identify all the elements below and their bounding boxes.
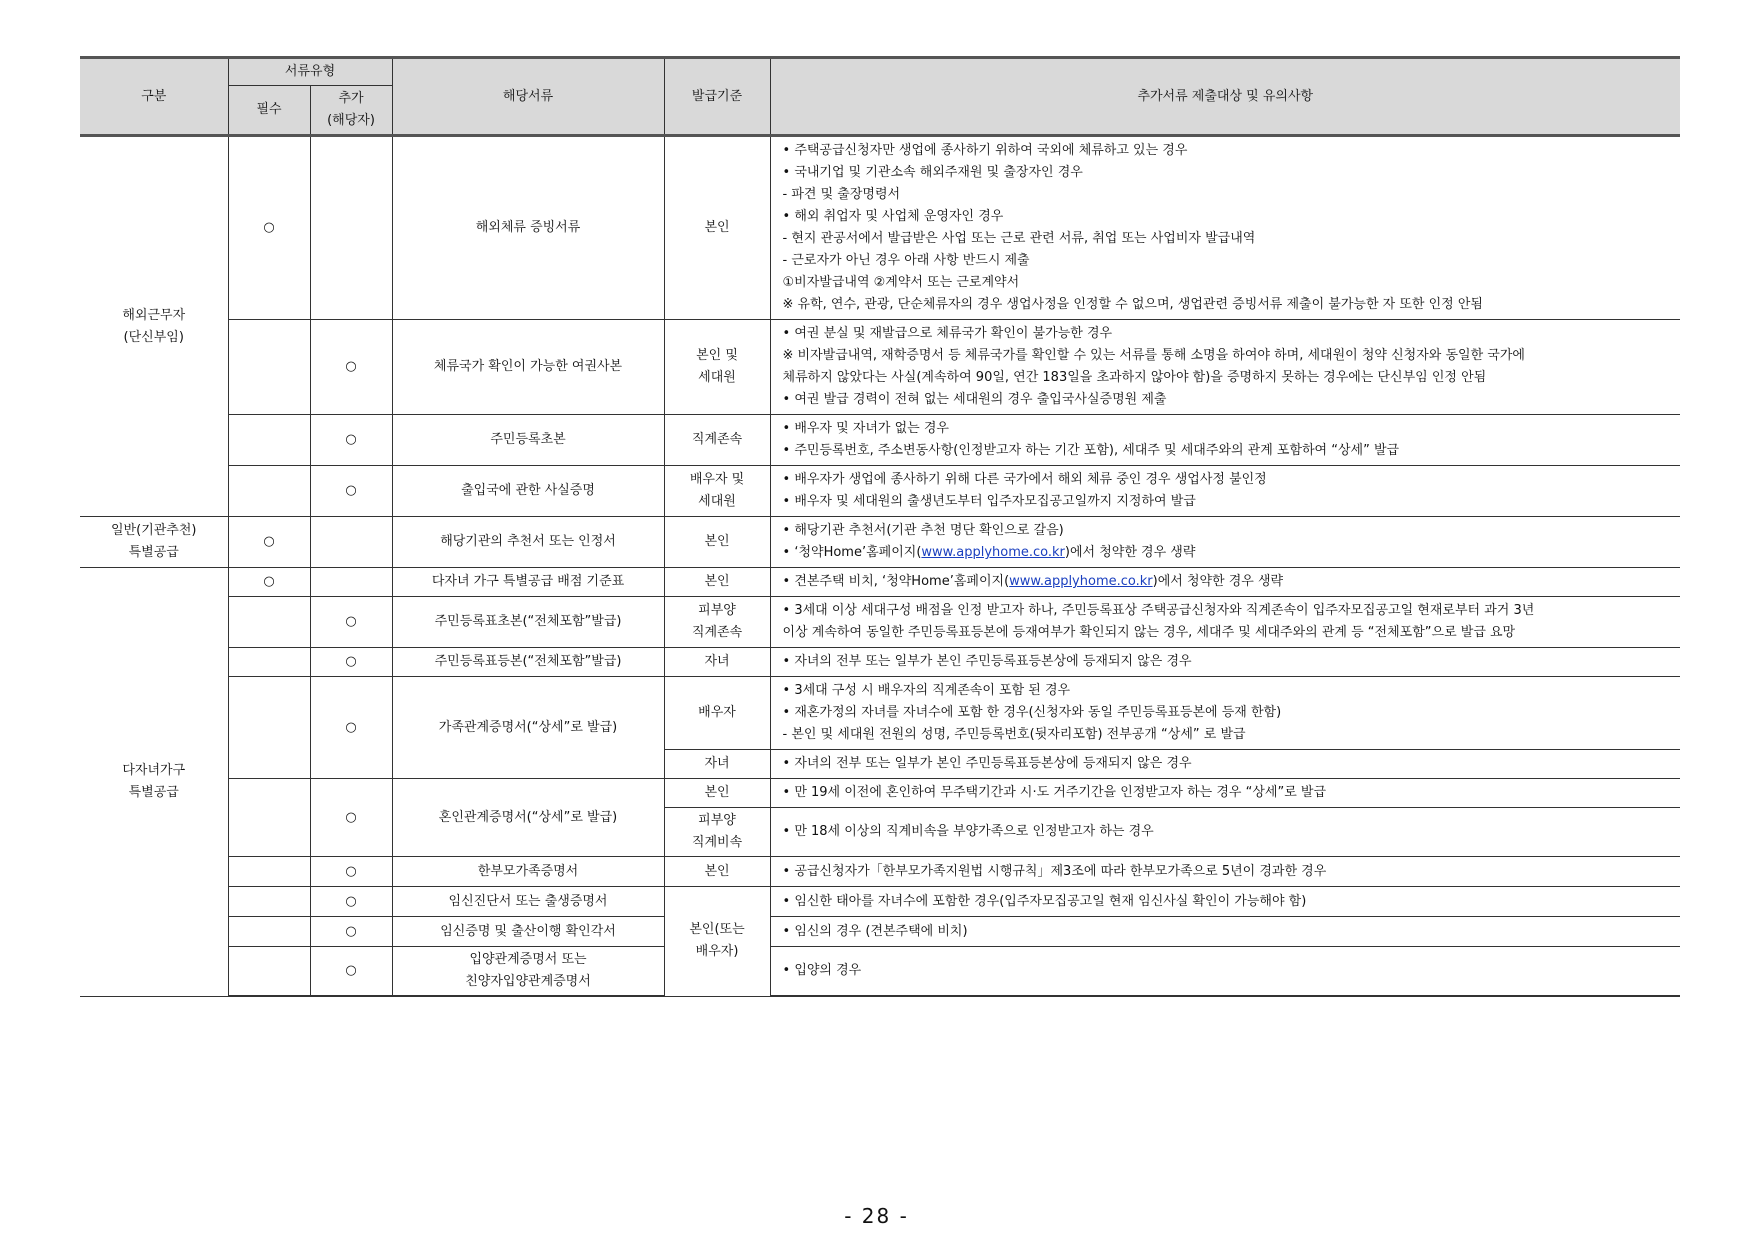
- required-mark: [228, 415, 310, 466]
- issuance-basis-text: 직계존속: [691, 432, 743, 447]
- notes-cell: [770, 320, 1680, 415]
- table-row: [80, 947, 1680, 997]
- document-requirements-table: [80, 56, 1680, 997]
- issuance-basis-text: 본인: [704, 863, 730, 879]
- note-line: • 여권 분실 및 재발급으로 체류국가 확인이 불가능한 경우: [782, 326, 1113, 341]
- required-mark: [228, 677, 310, 779]
- table-body: [80, 136, 1680, 997]
- required-mark: [228, 320, 310, 415]
- header-required: 필수: [228, 86, 310, 136]
- additional-mark: [310, 320, 392, 415]
- note-line: • 3세대 이상 세대구성 배점을 인정 받고자 하나, 주민등록표상 주택공급신청자와 직계존속이 입주자모집공고일 현재로부터 과거 3년: [782, 603, 1535, 618]
- additional-mark-text: ○: [345, 614, 357, 629]
- additional-mark-text: ○: [345, 654, 357, 669]
- note-line: ※ 비자발급내역, 재학증명서 등 체류국가를 확인할 수 있는 서류를 통해 소명을 하여야 하며, 세대원이 청약 신청자와 동일한 국가에: [782, 348, 1525, 363]
- document-name: [392, 320, 664, 415]
- issuance-basis: [664, 648, 770, 677]
- issuance-basis-text: 피부양: [698, 813, 736, 828]
- additional-mark-text: ○: [345, 923, 357, 939]
- additional-mark: [310, 648, 392, 677]
- note-line: 체류하지 않았다는 사실(계속하여 90일, 연간 183일을 초과하지 않아야 함)을 증명하지 못하는 경우에는 단신부임 인정 안됨: [782, 370, 1487, 385]
- category-cell-text: 특별공급: [128, 545, 179, 560]
- table-row: [80, 517, 1680, 568]
- required-mark-text: ○: [263, 574, 275, 589]
- note-line: • 국내기업 및 기관소속 해외주재원 및 출장자인 경우: [782, 165, 1083, 180]
- additional-mark: [310, 568, 392, 597]
- note-line: • 재혼가정의 자녀를 자녀수에 포함 한 경우(신청자와 동일 주민등록표등본에 등재 한함): [782, 705, 1282, 720]
- document-name-text: 해당기관의 추천서 또는 인정서: [440, 534, 616, 549]
- document-name-text: 다자녀 가구 특별공급 배점 기준표: [431, 574, 625, 589]
- document-name-text: 주민등록표등본(“전체포함”발급): [434, 654, 622, 669]
- issuance-basis-text: 본인: [704, 534, 730, 549]
- note-line: • 자녀의 전부 또는 일부가 본인 주민등록표등본상에 등재되지 않은 경우: [782, 654, 1192, 669]
- document-name-text: 혼인관계증명서(“상세”로 발급): [438, 809, 618, 825]
- required-mark-text: ○: [263, 534, 275, 549]
- note-line: ※ 유학, 연수, 관광, 단순체류자의 경우 생업사정을 인정할 수 없으며, 생업관련 증빙서류 제출이 불가능한 자 또한 인정 안됨: [782, 297, 1483, 312]
- required-mark: [228, 136, 310, 320]
- additional-mark: [310, 597, 392, 648]
- additional-mark-text: ○: [345, 719, 357, 735]
- notes-cell: [770, 779, 1680, 808]
- additional-mark: [310, 947, 392, 997]
- issuance-basis: [664, 597, 770, 648]
- issuance-basis: [664, 750, 770, 779]
- issuance-basis-text: 직계비속: [691, 835, 743, 850]
- header-doc-type: 서류유형: [228, 58, 392, 86]
- note-line: - 근로자가 아닌 경우 아래 사항 반드시 제출: [782, 253, 1030, 268]
- note-line: • 임신의 경우 (견본주택에 비치): [782, 923, 968, 939]
- table-row: [80, 136, 1680, 320]
- issuance-basis-text: 자녀: [704, 654, 730, 669]
- document-name: [392, 677, 664, 779]
- required-mark: [228, 917, 310, 947]
- note-line: 이상 계속하여 동일한 주민등록표등본에 등재여부가 확인되지 않는 경우, 세대주 및 세대주와의 관계 등 “전체포함”으로 발급 요망: [782, 625, 1516, 640]
- additional-mark-text: ○: [345, 359, 357, 374]
- document-name-text: 입양관계증명서 또는: [469, 952, 587, 967]
- notes-cell: [770, 517, 1680, 568]
- document-name-text: 체류국가 확인이 가능한 여권사본: [433, 359, 623, 374]
- note-line: • 배우자 및 자녀가 없는 경우: [782, 421, 949, 436]
- required-mark-text: ○: [263, 220, 275, 235]
- notes-cell: [770, 857, 1680, 887]
- required-mark: [228, 887, 310, 917]
- page-number: - 28 -: [844, 1204, 909, 1228]
- notes-cell: [770, 808, 1680, 857]
- document-name: [392, 917, 664, 947]
- document-name: [392, 947, 664, 997]
- table-row: [80, 779, 1680, 808]
- issuance-basis-text: 배우자: [698, 705, 736, 720]
- note-line: • 해외 취업자 및 사업체 운영자인 경우: [782, 209, 1004, 224]
- category-cell-text: 해외근무자: [122, 307, 186, 323]
- issuance-basis: [664, 568, 770, 597]
- notes-cell: [770, 597, 1680, 648]
- required-mark: [228, 857, 310, 887]
- document-name: [392, 517, 664, 568]
- header-additional-sub: (해당자): [327, 113, 375, 128]
- document-name-text: 가족관계증명서(“상세”로 발급): [438, 719, 618, 735]
- additional-mark-text: ○: [345, 483, 357, 498]
- note-line: • 주택공급신청자만 생업에 종사하기 위하여 국외에 체류하고 있는 경우: [782, 143, 1188, 158]
- note-line: • 견본주택 비치, ‘청약Home’홈페이지(www.applyhome.co.kr)에서 청약한 경우 생략: [782, 574, 1284, 589]
- notes-cell: [770, 415, 1680, 466]
- required-mark: [228, 648, 310, 677]
- additional-mark-text: ○: [345, 963, 357, 978]
- document-name: [392, 415, 664, 466]
- required-mark: [228, 947, 310, 997]
- issuance-basis-text: 배우자 및: [689, 472, 745, 487]
- note-line: • 공급신청자가「한부모가족지원법 시행규칙」제3조에 따라 한부모가족으로 5년이 경과한 경우: [782, 863, 1327, 879]
- header-notes: 추가서류 제출대상 및 유의사항: [770, 58, 1680, 136]
- table-row: [80, 415, 1680, 466]
- additional-mark: [310, 917, 392, 947]
- additional-mark: [310, 415, 392, 466]
- note-line: • 만 18세 이상의 직계비속을 부양가족으로 인정받고자 하는 경우: [782, 824, 1154, 839]
- category-cell-text: 특별공급: [128, 784, 179, 800]
- issuance-basis-text: 피부양: [698, 603, 736, 618]
- required-mark: [228, 517, 310, 568]
- issuance-basis-text: 배우자): [695, 944, 739, 960]
- note-line: • 임신한 태아를 자녀수에 포함한 경우(입주자모집공고일 현재 임신사실 확인이 가능해야 함): [782, 893, 1307, 909]
- table-row: [80, 917, 1680, 947]
- notes-cell: [770, 466, 1680, 517]
- category-cell-text: 일반(기관추천): [111, 523, 197, 538]
- note-line: • 3세대 구성 시 배우자의 직계존속이 포함 된 경우: [782, 683, 1071, 698]
- document-name: [392, 466, 664, 517]
- document-name: [392, 887, 664, 917]
- header-document: 해당서류: [392, 58, 664, 136]
- notes-cell: [770, 677, 1680, 750]
- table-row: [80, 568, 1680, 597]
- additional-mark: [310, 677, 392, 779]
- issuance-basis: [664, 466, 770, 517]
- additional-mark: [310, 887, 392, 917]
- note-line: • 해당기관 추천서(기관 추천 명단 확인으로 갈음): [782, 523, 1064, 538]
- note-line: - 현지 관공서에서 발급받은 사업 또는 근로 관련 서류, 취업 또는 사업비자 발급내역: [782, 231, 1256, 246]
- document-name-text: 주민등록초본: [490, 432, 566, 447]
- issuance-basis-text: 본인(또는: [689, 922, 745, 938]
- table-row: [80, 597, 1680, 648]
- header-issuance: 발급기준: [664, 58, 770, 136]
- document-name-text: 임신진단서 또는 출생증명서: [448, 893, 608, 909]
- table-header: [80, 58, 1680, 136]
- issuance-basis-text: 직계존속: [691, 625, 743, 640]
- issuance-basis: [664, 779, 770, 808]
- document-name: [392, 597, 664, 648]
- notes-cell: [770, 648, 1680, 677]
- required-mark: [228, 597, 310, 648]
- category-cell-text: (단신부임): [123, 329, 184, 345]
- applyhome-link[interactable]: www.applyhome.co.kr: [1009, 574, 1153, 589]
- issuance-basis: [664, 415, 770, 466]
- document-name: [392, 648, 664, 677]
- issuance-basis-text: 본인 및: [696, 348, 738, 363]
- issuance-basis: [664, 808, 770, 857]
- additional-mark-text: ○: [345, 863, 357, 879]
- notes-cell: [770, 947, 1680, 997]
- issuance-basis-text: 본인: [704, 785, 730, 800]
- issuance-basis: [664, 517, 770, 568]
- document-name-text: 친양자입양관계증명서: [465, 974, 591, 989]
- additional-mark: [310, 779, 392, 857]
- note-line: - 본인 및 세대원 전원의 성명, 주민등록번호(뒷자리포함) 전부공개 “상세” 로 발급: [782, 727, 1246, 742]
- issuance-basis-text: 자녀: [704, 756, 730, 771]
- category-cell: [80, 517, 228, 568]
- header-additional-label: 추가: [338, 91, 364, 106]
- additional-mark-text: ○: [345, 432, 357, 447]
- issuance-basis: [664, 320, 770, 415]
- note-line: • 배우자가 생업에 종사하기 위해 다른 국가에서 해외 체류 중인 경우 생업사정 불인정: [782, 472, 1267, 487]
- issuance-basis-text: 본인: [704, 220, 730, 235]
- table-row: [80, 887, 1680, 917]
- notes-cell: [770, 887, 1680, 917]
- table-row: [80, 857, 1680, 887]
- document-name-text: 주민등록표초본(“전체포함”발급): [434, 614, 622, 629]
- additional-mark: [310, 517, 392, 568]
- document-name-text: 해외체류 증빙서류: [475, 220, 581, 235]
- note-line: • 여권 발급 경력이 전혀 없는 세대원의 경우 출입국사실증명원 제출: [782, 392, 1167, 407]
- document-name: [392, 779, 664, 857]
- issuance-basis: [664, 136, 770, 320]
- note-line: • ‘청약Home’홈페이지(www.applyhome.co.kr)에서 청약한 경우 생략: [782, 545, 1196, 560]
- note-line: • 입양의 경우: [782, 963, 862, 978]
- additional-mark: [310, 136, 392, 320]
- category-cell: [80, 568, 228, 997]
- header-category: 구분: [80, 58, 228, 136]
- note-line: • 자녀의 전부 또는 일부가 본인 주민등록표등본상에 등재되지 않은 경우: [782, 756, 1192, 771]
- additional-mark: [310, 857, 392, 887]
- issuance-basis-text: 본인: [704, 574, 730, 589]
- document-name-text: 출입국에 관한 사실증명: [461, 483, 595, 498]
- issuance-basis: [664, 857, 770, 887]
- note-line: • 배우자 및 세대원의 출생년도부터 입주자모집공고일까지 지정하여 발급: [782, 494, 1196, 509]
- document-name: [392, 857, 664, 887]
- table-row: [80, 320, 1680, 415]
- required-mark: [228, 568, 310, 597]
- notes-cell: [770, 568, 1680, 597]
- note-line: • 만 19세 이전에 혼인하여 무주택기간과 시·도 거주기간을 인정받고자 하는 경우 “상세”로 발급: [782, 785, 1327, 800]
- issuance-basis-text: 세대원: [698, 494, 736, 509]
- notes-cell: [770, 136, 1680, 320]
- table-row: [80, 648, 1680, 677]
- additional-mark: [310, 466, 392, 517]
- header-additional: [310, 86, 392, 136]
- note-line: ①비자발급내역 ②계약서 또는 근로계약서: [782, 275, 1020, 290]
- note-line: - 파견 및 출장명령서: [782, 187, 901, 202]
- table-row: [80, 466, 1680, 517]
- note-line: • 주민등록번호, 주소변동사항(인정받고자 하는 기간 포함), 세대주 및 세대주와의 관계 포함하여 “상세” 발급: [782, 443, 1400, 458]
- document-name: [392, 136, 664, 320]
- additional-mark-text: ○: [345, 809, 357, 825]
- additional-mark-text: ○: [345, 893, 357, 909]
- notes-cell: [770, 917, 1680, 947]
- issuance-basis-text: 세대원: [698, 370, 736, 385]
- category-cell: [80, 136, 228, 517]
- document-name-text: 한부모가족증명서: [477, 863, 579, 879]
- category-cell-text: 다자녀가구: [122, 762, 186, 778]
- required-mark: [228, 466, 310, 517]
- required-mark: [228, 779, 310, 857]
- issuance-basis: [664, 887, 770, 997]
- applyhome-link[interactable]: www.applyhome.co.kr: [921, 545, 1065, 560]
- document-name: [392, 568, 664, 597]
- notes-cell: [770, 750, 1680, 779]
- table-row: [80, 677, 1680, 750]
- document-name-text: 임신증명 및 출산이행 확인각서: [440, 923, 616, 939]
- issuance-basis: [664, 677, 770, 750]
